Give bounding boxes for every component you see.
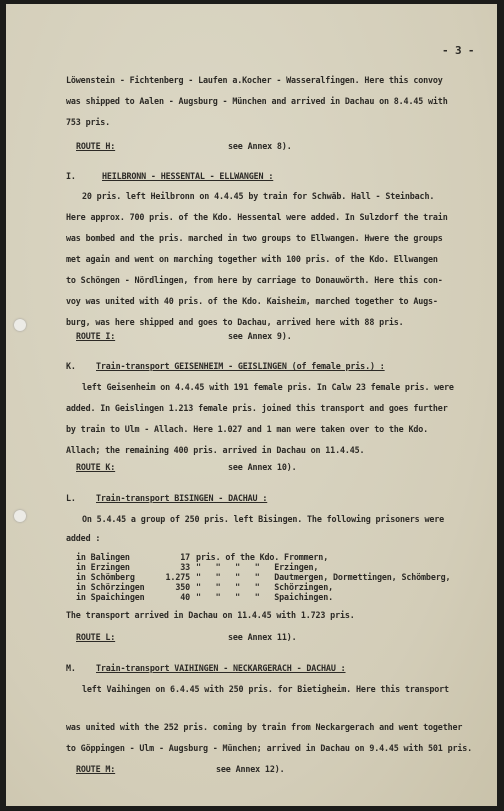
table-row-text: " " " " Spaichingen. [196, 592, 333, 602]
section-k-line: added. In Geislingen 1.213 female pris. joined this transport and goes further [66, 403, 448, 413]
section-i-heading: HEILBRONN - HESSENTAL - ELLWANGEN : [102, 171, 274, 181]
page-number: - 3 - [442, 44, 475, 57]
document-page [6, 4, 497, 806]
section-m-line: was united with the 252 pris. coming by train from Neckargerach and went together [66, 722, 463, 732]
intro-line: Löwenstein - Fichtenberg - Laufen a.Kocher - Wasseralfingen. Here this convoy [66, 75, 443, 85]
section-l-letter: L. [66, 493, 76, 503]
route-i-annex: see Annex 9). [228, 331, 292, 341]
table-row-text: " " " " Erzingen, [196, 562, 319, 572]
section-i-line: met again and went on marching together with 100 pris. of the Kdo. Ellwangen [66, 254, 438, 264]
table-row-count: 350 [175, 582, 190, 592]
route-h-annex: see Annex 8). [228, 141, 292, 151]
table-row-text: " " " " Schörzingen, [196, 582, 333, 592]
section-m-line: to Göppingen - Ulm - Augsburg - München; arrived in Dachau on 9.4.45 with 501 pris. [66, 743, 473, 753]
section-l-heading: Train-transport BISINGEN - DACHAU : [96, 493, 268, 503]
section-l-line: added : [66, 533, 101, 543]
section-l-line: On 5.4.45 a group of 250 pris. left Bisingen. The following prisoners were [82, 514, 445, 524]
section-m-line: left Vaihingen on 6.4.45 with 250 pris. for Bietigheim. Here this transport [82, 684, 449, 694]
section-i-line: 20 pris. left Heilbronn on 4.4.45 by train for Schwäb. Hall - Steinbach. [82, 191, 435, 201]
route-l-label: ROUTE L: [76, 632, 116, 642]
table-row-count: 33 [180, 562, 190, 572]
section-l-arrival: The transport arrived in Dachau on 11.4.45 with 1.723 pris. [66, 610, 355, 620]
table-row-text: pris. of the Kdo. Frommern, [196, 552, 329, 562]
route-m-label: ROUTE M: [76, 764, 116, 774]
route-i-label: ROUTE I: [76, 331, 116, 341]
section-k-letter: K. [66, 361, 76, 371]
section-i-line: Here approx. 700 pris. of the Kdo. Hessental were added. In Sulzdorf the train [66, 212, 448, 222]
intro-line: was shipped to Aalen - Augsburg - München and arrived in Dachau on 8.4.45 with [66, 96, 448, 106]
table-row-place: in Schömberg [76, 572, 135, 582]
intro-line: 753 pris. [66, 117, 111, 127]
table-row-count: 40 [180, 592, 190, 602]
section-m-letter: M. [66, 663, 76, 673]
section-i-letter: I. [66, 171, 76, 181]
section-k-line: Allach; the remaining 400 pris. arrived in Dachau on 11.4.45. [66, 445, 365, 455]
section-i-line: to Schöngen - Nördlingen, from here by carriage to Donauwörth. Here this con- [66, 275, 443, 285]
table-row-place: in Schörzingen [76, 582, 145, 592]
route-h-label: ROUTE H: [76, 141, 116, 151]
route-k-annex: see Annex 10). [228, 462, 297, 472]
table-row-count: 17 [180, 552, 190, 562]
route-k-label: ROUTE K: [76, 462, 116, 472]
section-k-line: left Geisenheim on 4.4.45 with 191 female pris. In Calw 23 female pris. were [82, 382, 454, 392]
punch-hole [14, 319, 26, 331]
section-i-line: was bombed and the pris. marched in two groups to Ellwangen. Hwere the groups [66, 233, 443, 243]
section-k-heading: Train-transport GEISENHEIM - GEISLINGEN (of female pris.) : [96, 361, 385, 371]
section-k-line: by train to Ulm - Allach. Here 1.027 and 1 man were taken over to the Kdo. [66, 424, 429, 434]
punch-hole [14, 510, 26, 522]
section-m-heading: Train-transport VAIHINGEN - NECKARGERACH - DACHAU : [96, 663, 346, 673]
section-i-line: voy was united with 40 pris. of the Kdo. Kaisheim, marched together to Augs- [66, 296, 438, 306]
table-row-place: in Erzingen [76, 562, 130, 572]
section-i-line: burg, was here shipped and goes to Dachau, arrived here with 88 pris. [66, 317, 404, 327]
table-row-place: in Spaichingen [76, 592, 145, 602]
route-m-annex: see Annex 12). [216, 764, 285, 774]
table-row-text: " " " " Dautmergen, Dormettingen, Schömberg, [196, 572, 451, 582]
table-row-count: 1.275 [165, 572, 190, 582]
route-l-annex: see Annex 11). [228, 632, 297, 642]
table-row-place: in Balingen [76, 552, 130, 562]
